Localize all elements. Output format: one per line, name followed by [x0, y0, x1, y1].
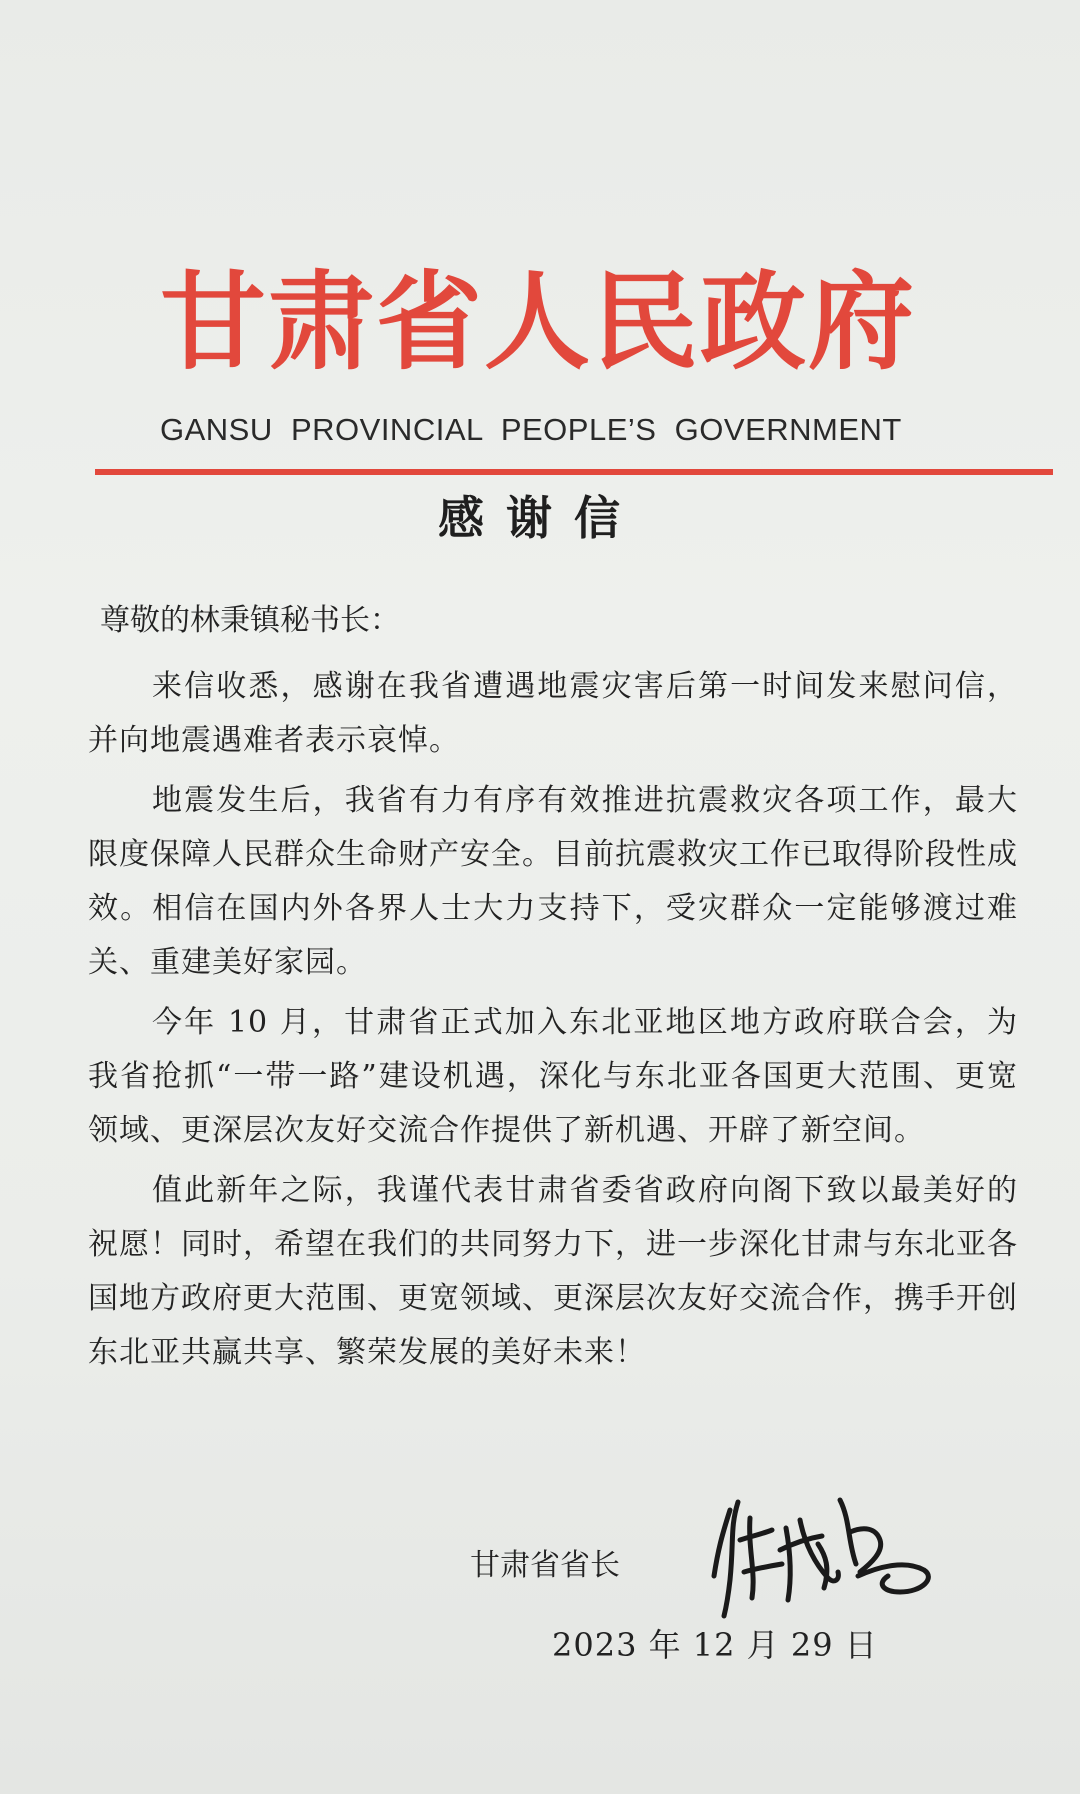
paragraph: 今年 10 月，甘肃省正式加入东北亚地区地方政府联合会，为我省抢抓“一带一路”建设机遇，深化与东北亚各国更大范围、更宽领域、更深层次友好交流合作提供了新机遇、开辟了新空间。: [88, 1005, 1018, 1148]
paragraph: 值此新年之际，我谨代表甘肃省委省政府向阁下致以最美好的祝愿！同时，希望在我们的共同努力下，进一步深化甘肃与东北亚各国地方政府更大范围、更宽领域、更深层次友好交流合作，携手开创东北亚共赢共享、繁荣发展的美好未来！: [88, 1173, 1018, 1370]
letterhead-title: 甘肃省人民政府: [160, 261, 916, 384]
salutation: 尊敬的林秉镇秘书长：: [100, 603, 400, 638]
paragraph: 来信收悉，感谢在我省遭遇地震灾害后第一时间发来慰问信，并向地震遇难者表示哀悼。: [88, 669, 1018, 758]
letter-title: 感谢信: [438, 491, 642, 545]
letter-body: [88, 660, 1018, 1386]
letter-date: 2023 年 12 月 29 日: [552, 1626, 878, 1664]
handwritten-signature: [700, 1480, 940, 1620]
letterhead-divider: [95, 469, 1053, 475]
signer-title: 甘肃省省长: [470, 1548, 620, 1583]
paragraph: 地震发生后，我省有力有序有效推进抗震救灾各项工作，最大限度保障人民群众生命财产安全。目前抗震救灾工作已取得阶段性成效。相信在国内外各界人士大力支持下，受灾群众一定能够渡过难关、重建美好家园。: [88, 783, 1018, 980]
letterhead-english-name: GANSU PROVINCIAL PEOPLE’S GOVERNMENT: [160, 412, 902, 447]
